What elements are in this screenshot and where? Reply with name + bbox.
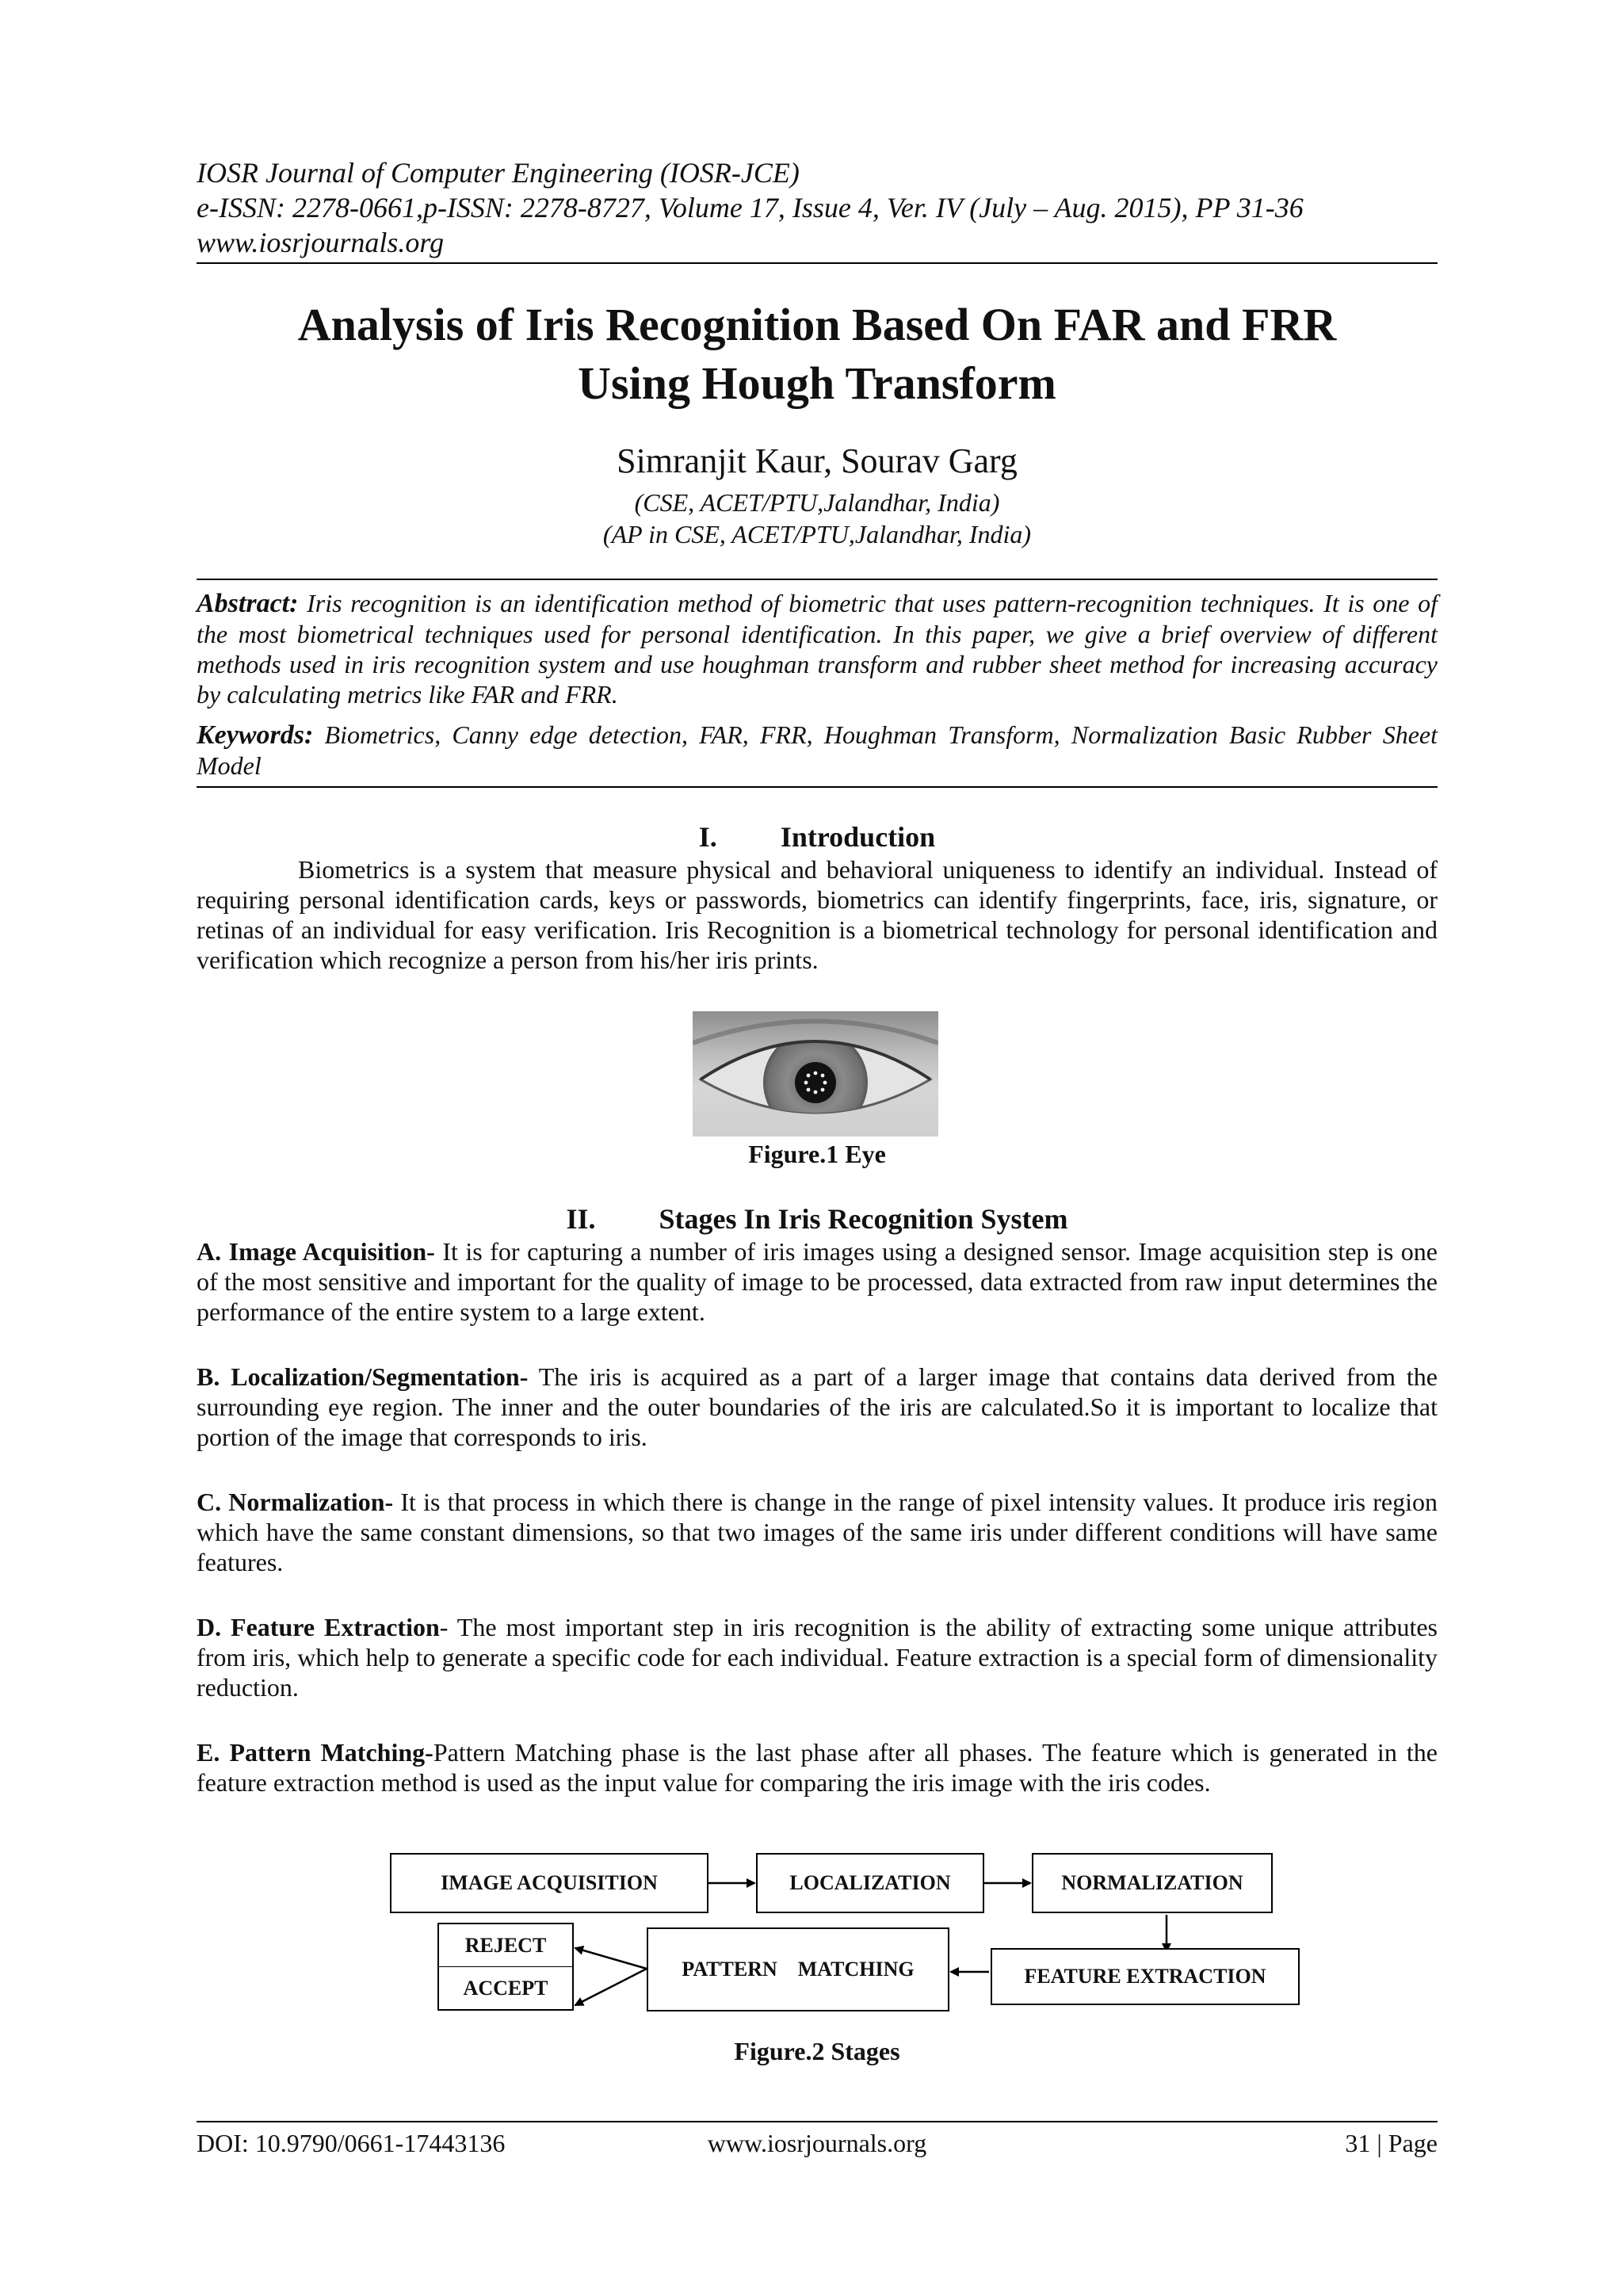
stage-c-label: C. Normalization- xyxy=(197,1488,394,1516)
section-1-heading xyxy=(197,819,1438,854)
stage-d-label: D. Feature Extraction xyxy=(197,1613,440,1641)
paper-title-line-1: Analysis of Iris Recognition Based On FAR and FRR xyxy=(297,299,1337,350)
footer-rule xyxy=(197,2121,1438,2122)
stage-a xyxy=(197,1236,1438,1327)
abstract-top-rule xyxy=(197,579,1438,580)
stage-b xyxy=(197,1362,1438,1452)
stage-b-text: The iris is acquired as a part of a larger image that contains data derived from the surrounding eye region. The inner and the outer boundaries of the iris are calculated.So it is important to localize that portion of the image that corresponds to iris. xyxy=(197,1362,1438,1451)
box-feature-extraction: FEATURE EXTRACTION xyxy=(991,1948,1300,2005)
box-image-acquisition: IMAGE ACQUISITION xyxy=(390,1853,708,1913)
section-1-text: Biometrics is a system that measure physical and behavioral uniqueness to identify an individual. Instead of requiring personal identification cards, keys or passwords, biometrics can identify fingerprints, face, iris, signature, or retinas of an individual for easy verification. Iris Recognition is a biometrical technology for personal identification and verification which recognize a person from his/her iris prints. xyxy=(197,855,1438,974)
footer-page-number: 31 | Page xyxy=(1345,2129,1438,2157)
box-normalization: NORMALIZATION xyxy=(1032,1853,1273,1913)
arrow-match-to-accept xyxy=(575,1969,647,2005)
abstract xyxy=(197,588,1438,709)
stage-a-text: It is for capturing a number of iris images using a designed sensor. Image acquisition step is one of the most sensitive and important for the quality of image to be processed, data extracted from raw input determines the performance of the entire system to a large extent. xyxy=(197,1237,1438,1326)
abstract-bottom-rule xyxy=(197,786,1438,788)
section-2-title: Stages In Iris Recognition System xyxy=(659,1203,1068,1235)
stage-e-label: E. Pattern Matching- xyxy=(197,1738,433,1767)
box-localization: LOCALIZATION xyxy=(756,1853,984,1913)
section-1-title: Introduction xyxy=(780,821,936,853)
eye-figure xyxy=(693,1011,938,1137)
abstract-text: Iris recognition is an identification method of biometric that uses pattern-recognition techniques. It is one of the most biometrical techniques used for personal identification. In this paper, we give a brief overview of different methods used in iris recognition system and use houghman transform and rubber sheet method for increasing accuracy by calculating metrics like FAR and FRR. xyxy=(197,589,1438,709)
stages-diagram xyxy=(380,1847,1316,2029)
footer-website[interactable]: www.iosrjournals.org xyxy=(707,2129,927,2157)
figure-2-caption: Figure.2 Stages xyxy=(734,2037,900,2065)
stage-d-text: - The most important step in iris recognition is the ability of extracting some unique attributes from iris, which help to generate a specific code for each individual. Feature extraction is a special form of dimensionality reduction. xyxy=(197,1613,1438,1702)
box-pattern-matching: PATTERN MATCHING xyxy=(647,1927,949,2011)
abstract-label: Abstract: xyxy=(197,589,299,618)
journal-name: IOSR Journal of Computer Engineering (IOSR-JCE) xyxy=(197,157,800,189)
paper-title-line-2: Using Hough Transform xyxy=(578,357,1056,409)
stage-a-label: A. Image Acquisition- xyxy=(197,1237,435,1266)
section-2-heading xyxy=(197,1201,1438,1236)
keywords-text: Biometrics, Canny edge detection, FAR, FRR, Houghman Transform, Normalization Basic Rubber Sheet Model xyxy=(197,720,1438,780)
stage-e xyxy=(197,1737,1438,1797)
keywords xyxy=(197,720,1438,781)
figure-1-caption: Figure.1 Eye xyxy=(748,1140,886,1168)
stage-c-text: It is that process in which there is change in the range of pixel intensity values. It produce iris region which have the same constant dimensions, so that two images of the same iris under different conditions will have same features. xyxy=(197,1488,1438,1576)
stage-e-text: Pattern Matching phase is the last phase after all phases. The feature which is generated in the feature extraction method is used as the input value for comparing the iris image with the iris codes. xyxy=(197,1738,1438,1797)
affiliation-1: (CSE, ACET/PTU,Jalandhar, India) xyxy=(634,488,1000,517)
box-accept: ACCEPT xyxy=(437,1966,574,2011)
stage-b-label: B. Localization/Segmentation- xyxy=(197,1362,529,1391)
stage-c xyxy=(197,1487,1438,1577)
section-1-number: I. xyxy=(698,821,717,853)
arrow-match-to-reject xyxy=(575,1948,647,1969)
keywords-label: Keywords: xyxy=(197,720,314,750)
footer-doi: DOI: 10.9790/0661-17443136 xyxy=(197,2129,506,2157)
journal-website[interactable]: www.iosrjournals.org xyxy=(197,227,445,258)
eye-image xyxy=(693,1011,938,1137)
affiliation-2: (AP in CSE, ACET/PTU,Jalandhar, India) xyxy=(602,520,1032,548)
box-reject: REJECT xyxy=(437,1923,574,1967)
journal-issn: e-ISSN: 2278-0661,p-ISSN: 2278-8727, Volume 17, Issue 4, Ver. IV (July – Aug. 2015), PP 31-36 xyxy=(197,192,1304,223)
section-2-number: II. xyxy=(566,1203,596,1235)
stage-d xyxy=(197,1612,1438,1702)
header-rule xyxy=(197,262,1438,264)
authors: Simranjit Kaur, Sourav Garg xyxy=(617,441,1018,480)
